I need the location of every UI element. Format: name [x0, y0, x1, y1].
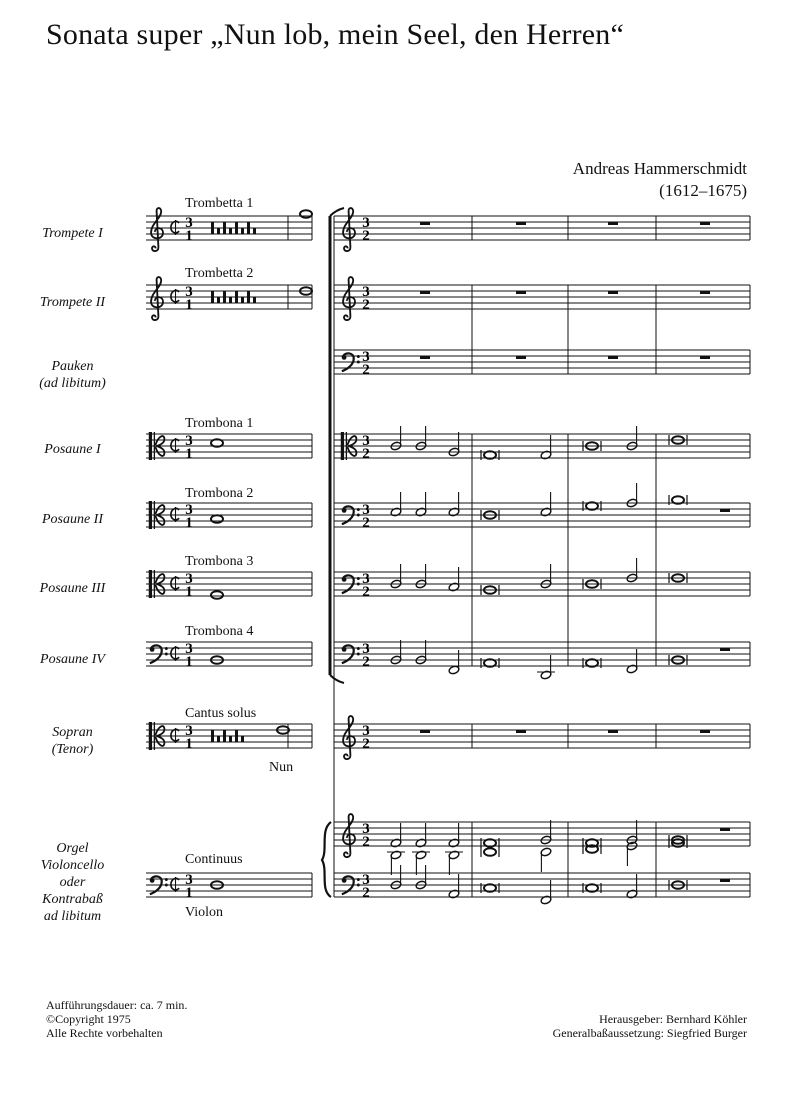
main-staff-1 [334, 285, 750, 309]
label-posaune-1: Posaune I [44, 442, 101, 457]
whole-rest [229, 736, 232, 742]
performance-duration: Aufführungsdauer: ca. 7 min. [46, 998, 188, 1012]
breve-rest [235, 222, 238, 234]
rest [516, 356, 526, 359]
rights-notice: Alle Rechte vorbehalten [46, 1026, 163, 1040]
rest [720, 879, 730, 882]
rest [700, 222, 710, 225]
main-time-signature-numerator: 3 [362, 433, 370, 449]
main-time-signature-denominator: 2 [362, 297, 370, 313]
whole-rest [241, 297, 244, 303]
copyright: ©Copyright 1975 [46, 1012, 131, 1026]
incipit-time-signature-denominator: 1 [185, 446, 193, 462]
composer-name: Andreas Hammerschmidt [572, 159, 747, 178]
rest [700, 291, 710, 294]
incipit-time-signature-numerator: 3 [185, 641, 193, 657]
instrument-violon: Violon [185, 905, 224, 920]
rest [516, 291, 526, 294]
incipit-time-signature-numerator: 3 [185, 502, 193, 518]
incipit-time-signature-numerator: 3 [185, 571, 193, 587]
label-sopran: Sopran (Tenor) [51, 725, 94, 757]
whole-rest [229, 228, 232, 234]
incipit-time-signature-numerator: 3 [185, 723, 193, 739]
incipit-time-signature-denominator: 1 [185, 515, 193, 531]
main-time-signature-denominator: 2 [362, 362, 370, 378]
breve-rest [235, 291, 238, 303]
treble-clef [343, 277, 355, 320]
rest [608, 356, 618, 359]
rest [700, 356, 710, 359]
main-staff-0 [334, 216, 750, 240]
main-time-signature-denominator: 2 [362, 885, 370, 901]
instrument-trombona-1: Trombona 1 [185, 416, 254, 431]
rest [720, 509, 730, 512]
breve-rest [223, 291, 226, 303]
label-posaune-4: Posaune IV [40, 652, 105, 667]
breve-rest [211, 730, 214, 742]
composer-dates: (1612–1675) [659, 181, 747, 200]
whole-note [300, 210, 312, 218]
continuo-credit: Generalbaßaussetzung: Siegfried Burger [552, 1026, 747, 1040]
breve-rest [235, 730, 238, 742]
rest [516, 730, 526, 733]
incipit-time-signature-denominator: 1 [185, 297, 193, 313]
main-time-signature-denominator: 2 [362, 515, 370, 531]
main-time-signature-denominator: 2 [362, 446, 370, 462]
incipit-time-signature-denominator: 1 [185, 736, 193, 752]
instrument-trombetta-2: Trombetta 2 [185, 266, 254, 281]
rest [608, 222, 618, 225]
rest [700, 730, 710, 733]
rest [516, 222, 526, 225]
whole-note [211, 515, 223, 523]
main-time-signature-numerator: 3 [362, 821, 370, 837]
main-staff-7 [334, 724, 750, 748]
rest [420, 291, 430, 294]
rest [420, 222, 430, 225]
incipit-time-signature-denominator: 1 [185, 584, 193, 600]
breve-rest [211, 222, 214, 234]
breve-rest [211, 291, 214, 303]
main-time-signature-numerator: 3 [362, 284, 370, 300]
page-title: Sonata super „Nun lob, mein Seel, den Herren“ [46, 18, 624, 51]
instrument-trombetta-1: Trombetta 1 [185, 196, 254, 211]
main-time-signature-numerator: 3 [362, 502, 370, 518]
treble-clef [151, 208, 163, 251]
main-time-signature-numerator: 3 [362, 641, 370, 657]
main-time-signature-denominator: 2 [362, 834, 370, 850]
breve-rest [223, 222, 226, 234]
incipit-time-signature-denominator: 1 [185, 654, 193, 670]
instrument-trombona-3: Trombona 3 [185, 554, 254, 569]
editor-credit: Herausgeber: Bernhard Köhler [599, 1012, 747, 1026]
incipit-time-signature-numerator: 3 [185, 872, 193, 888]
whole-rest [253, 228, 256, 234]
label-trompete-2: Trompete II [39, 295, 106, 310]
breve-note [484, 848, 496, 856]
label-pauken: Pauken (ad libitum) [39, 359, 106, 391]
rest [720, 648, 730, 651]
breve-rest [247, 291, 250, 303]
incipit-time-signature-numerator: 3 [185, 433, 193, 449]
whole-rest [241, 736, 244, 742]
main-time-signature-numerator: 3 [362, 571, 370, 587]
lyric-nun: Nun [269, 760, 294, 775]
main-time-signature-denominator: 2 [362, 654, 370, 670]
whole-rest [229, 297, 232, 303]
main-time-signature-numerator: 3 [362, 349, 370, 365]
main-time-signature-denominator: 2 [362, 228, 370, 244]
breve-rest [223, 730, 226, 742]
whole-rest [241, 228, 244, 234]
rest [420, 730, 430, 733]
main-time-signature-numerator: 3 [362, 872, 370, 888]
incipit-time-signature-denominator: 1 [185, 885, 193, 901]
breve-rest [247, 222, 250, 234]
rest [608, 730, 618, 733]
rest [420, 356, 430, 359]
whole-rest [253, 297, 256, 303]
treble-clef [343, 716, 355, 759]
instrument-continuus: Continuus [185, 852, 243, 867]
main-time-signature-denominator: 2 [362, 736, 370, 752]
label-trompete-1: Trompete I [42, 226, 103, 241]
main-time-signature-numerator: 3 [362, 723, 370, 739]
whole-rest [217, 228, 220, 234]
treble-clef [343, 814, 355, 857]
organ-brace [322, 822, 331, 897]
label-posaune-2: Posaune II [41, 512, 104, 527]
main-time-signature-numerator: 3 [362, 215, 370, 231]
whole-rest [217, 736, 220, 742]
main-staff-2 [334, 350, 750, 374]
main-time-signature-denominator: 2 [362, 584, 370, 600]
instrument-trombona-2: Trombona 2 [185, 486, 254, 501]
incipit-time-signature-numerator: 3 [185, 215, 193, 231]
treble-clef [343, 208, 355, 251]
instrument-cantus-solus: Cantus solus [185, 706, 257, 721]
rest [720, 828, 730, 831]
label-posaune-3: Posaune III [39, 581, 106, 596]
incipit-time-signature-denominator: 1 [185, 228, 193, 244]
instrument-trombona-4: Trombona 4 [185, 624, 254, 639]
footer-right [553, 1012, 747, 1040]
incipit-time-signature-numerator: 3 [185, 284, 193, 300]
whole-note [211, 591, 223, 599]
rest [608, 291, 618, 294]
treble-clef [151, 277, 163, 320]
footer-left [46, 998, 187, 1040]
label-orgel: Orgel Violoncello oder Kontrabaß ad libitum [40, 841, 105, 924]
whole-rest [217, 297, 220, 303]
